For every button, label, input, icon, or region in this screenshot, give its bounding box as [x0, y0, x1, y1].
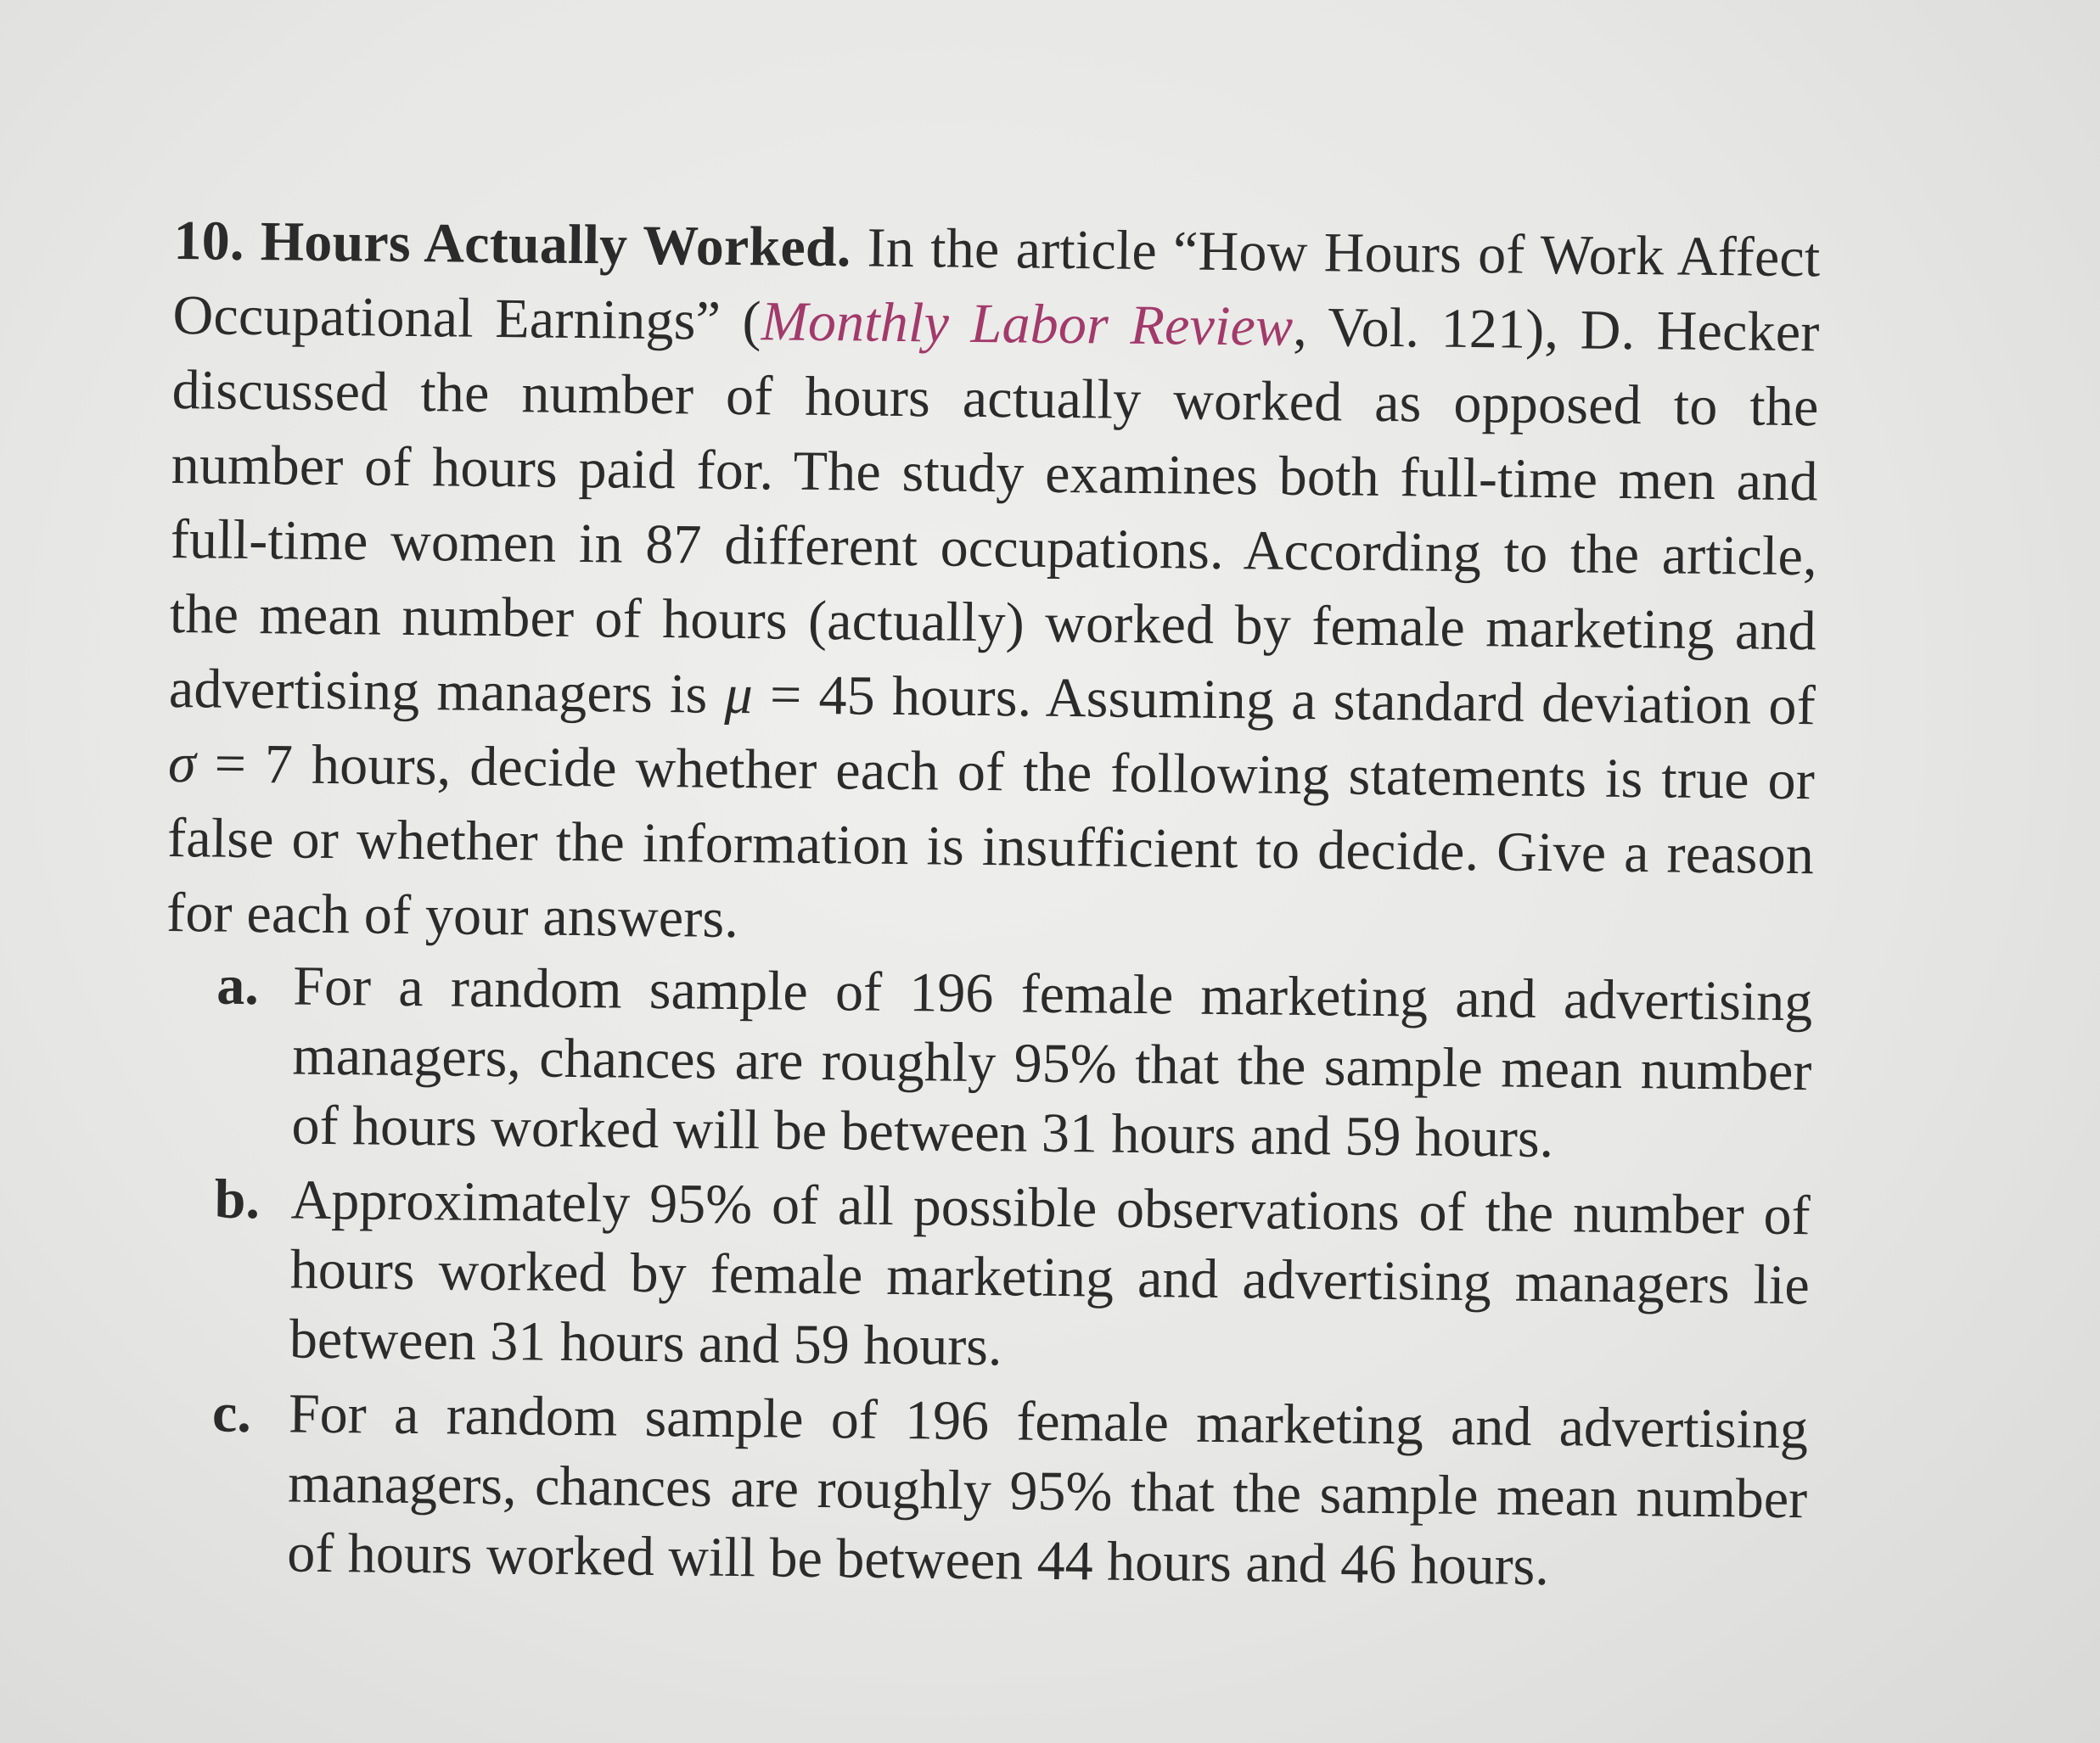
sigma-value: = 7 hours, decide whether each of the following statements is true or false or whether the information is insufficient to decide. Give a reason for each of your answers.: [166, 732, 1816, 950]
sigma-symbol: σ: [167, 731, 197, 795]
problem-statement: [166, 204, 1821, 967]
part-a-label: a.: [216, 954, 260, 1017]
part-a: [206, 950, 1812, 1176]
textbook-page: [160, 204, 1821, 1604]
problem-body: , Vol. 121), D. Hecker discussed the number of hours actually worked as opposed to the number of hours paid for. The study examines both full-time men and full-time women in 87 different occupations. According to the article, the mean number of hours (actually) worked by female marketing and advertising managers is: [168, 295, 1820, 726]
part-b-label: b.: [214, 1168, 261, 1231]
part-c-text: For a random sample of 196 female marketing and advertising managers, chances are roughly 95% that the sample mean number of hours worked will be between 44 hours and 46 hours.: [286, 1382, 1809, 1598]
part-b: [205, 1164, 1811, 1390]
problem-number: 10.: [173, 209, 245, 272]
part-c: [202, 1378, 1808, 1604]
mu-value: = 45 hours. Assuming a standard deviation of: [752, 664, 1816, 737]
part-c-label: c.: [211, 1382, 252, 1445]
part-a-text: For a random sample of 196 female marketing and advertising managers, chances are roughly 95% that the sample mean number of hours worked will be between 31 hours and 59 hours.: [291, 955, 1813, 1170]
mu-symbol: μ: [724, 663, 754, 726]
parts-list: [160, 950, 1813, 1604]
problem-intro: In the article “How Hours of Work Affect Occupational Earnings” (: [172, 216, 1821, 353]
part-b-text: Approximately 95% of all possible observations of the number of hours worked by female marketing and advertising managers lie between 31 hours and 59 hours.: [289, 1169, 1811, 1378]
problem-title: Hours Actually Worked.: [260, 210, 851, 279]
journal-name: Monthly Labor Review: [761, 290, 1294, 358]
